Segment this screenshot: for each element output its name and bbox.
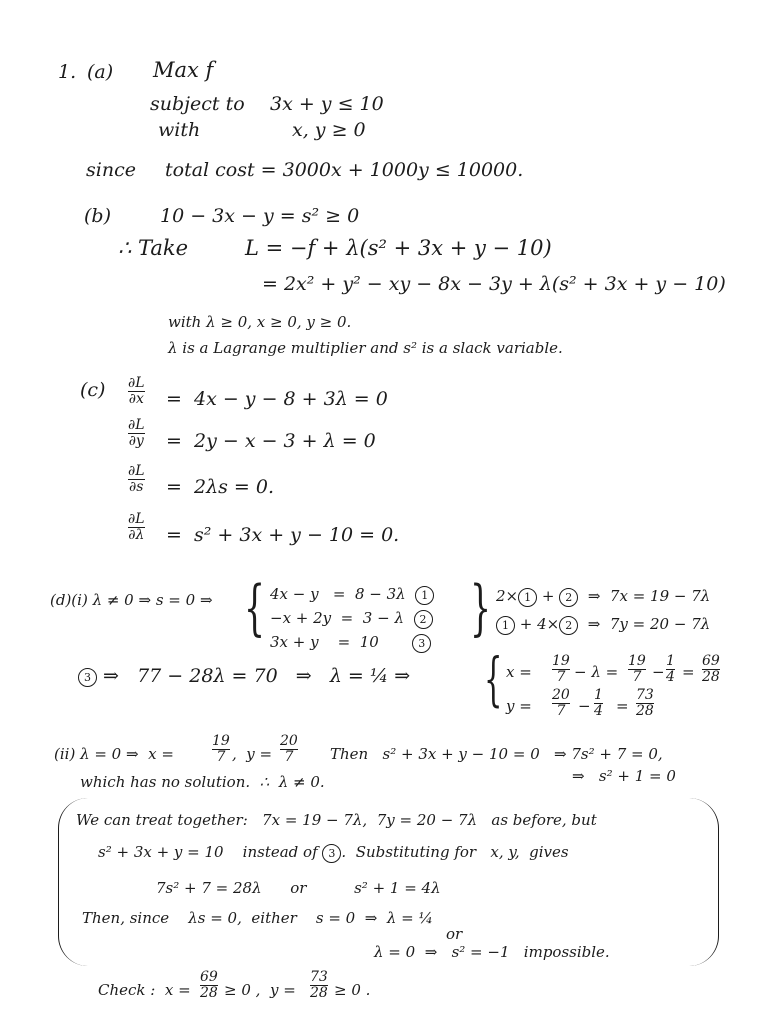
fraction-73-28b: 73 28 (310, 969, 328, 1001)
with-label: with (158, 119, 201, 141)
part-d-ii-label: (ii) λ = 0 ⇒ x = (54, 745, 174, 763)
partial-s (128, 464, 145, 495)
kkt-equation-lambda: = s² + 3x + y − 10 = 0. (166, 524, 400, 546)
solution-brace: { (484, 645, 503, 713)
partial-num: ∂L (128, 463, 145, 479)
y-equals: = (616, 697, 629, 715)
constraint: 3x + y ≤ 10 (270, 93, 384, 115)
circled-number: 3 (412, 634, 431, 653)
multiplier-conditions: with λ ≥ 0, x ≥ 0, y ≥ 0. (168, 313, 352, 331)
x-solution-mid: − λ = (574, 663, 619, 681)
x-minus: − (652, 663, 665, 681)
partial-den: ∂y (128, 433, 144, 449)
combination-2: 1 + 4× 2 ⇒ 7y = 20 − 7λ (496, 612, 710, 636)
left-brace: { (244, 573, 266, 643)
check-mid: ≥ 0 , y = (224, 981, 296, 999)
cost-reason: total cost = 3000x + 1000y ≤ 10000. (165, 159, 524, 181)
fraction-69-28: 69 28 (702, 653, 720, 685)
kkt-equation-y: = 2y − x − 3 + λ = 0 (166, 430, 376, 452)
fraction-69-28b: 69 28 (200, 969, 218, 1001)
circled-number: 2 (559, 616, 578, 635)
since-label: since (86, 159, 136, 181)
ii-then: Then s² + 3x + y − 10 = 0 ⇒ 7s² + 7 = 0, (330, 745, 663, 763)
circled-number: 1 (518, 588, 537, 607)
part-b-label: (b) (84, 205, 111, 227)
ii-conclusion: which has no solution. ∴ λ ≠ 0. (80, 773, 325, 791)
circled-number: 2 (559, 588, 578, 607)
fraction-73-28: 73 28 (636, 687, 654, 719)
lagrangian-definition: L = −f + λ(s² + 3x + y − 10) (245, 236, 552, 260)
take-label: ∴ Take (118, 236, 189, 260)
lagrangian-expanded: = 2x² + y² − xy − 8x − 3y + λ(s² + 3x + y − 10) (262, 273, 726, 295)
aside-line-3: 7s² + 7 = 28λ or s² + 1 = 4λ (156, 879, 441, 897)
circled-number: 2 (414, 610, 433, 629)
aside-right-paren (688, 798, 719, 966)
multiplier-note: λ is a Lagrange multiplier and s² is a slack variable. (168, 339, 563, 357)
check-end: ≥ 0 . (334, 981, 371, 999)
circled-number: 3 (322, 844, 341, 863)
partial-num: ∂L (128, 511, 145, 527)
fraction-1-4b: 1 4 (594, 687, 603, 719)
y-minus: − (578, 697, 591, 715)
aside-line-1: We can treat together: 7x = 19 − 7λ, 7y = 20 − 7λ as before, but (76, 811, 597, 829)
lambda-solution: 3 ⇒ 77 − 28λ = 70 ⇒ λ = ¼ ⇒ (78, 664, 410, 688)
fraction-19-7c: 19 7 (212, 733, 230, 765)
kkt-equation-x: = 4x − y − 8 + 3λ = 0 (166, 388, 388, 410)
ii-then-2: ⇒ s² + 1 = 0 (572, 767, 676, 785)
partial-den: ∂x (128, 391, 144, 407)
aside-line-5: λ = 0 ⇒ s² = −1 impossible. (374, 943, 610, 961)
partial-num: ∂L (128, 417, 145, 433)
aside-or: or (446, 925, 463, 943)
partial-num: ∂L (128, 375, 145, 391)
right-brace: } (470, 573, 492, 643)
system-eq-2: −x + 2y = 3 − λ 2 (270, 606, 433, 630)
combination-1: 2× 1 + 2 ⇒ 7x = 19 − 7λ (496, 587, 711, 605)
subject-label: subject to (150, 93, 245, 115)
partial-den: ∂s (129, 479, 144, 495)
aside-line-2: s² + 3x + y = 10 instead of 3 . Substituting for x, y, gives (98, 843, 569, 861)
partial-den: ∂λ (128, 527, 145, 543)
kkt-equation-s: = 2λs = 0. (166, 476, 275, 498)
part-a-title: Max f (153, 58, 214, 82)
y-solution-start: y = (506, 697, 532, 715)
circled-number: 1 (415, 586, 434, 605)
circled-number: 1 (496, 616, 515, 635)
question-number: 1. (58, 61, 77, 83)
fraction-1-4: 1 4 (666, 653, 675, 685)
partial-x (128, 376, 145, 407)
check-label: Check : x = (98, 981, 191, 999)
part-c-label: (c) (80, 379, 106, 401)
system-eq-3: 3x + y = 10 3 (270, 630, 431, 654)
slack-equation: 10 − 3x − y = s² ≥ 0 (160, 205, 360, 227)
system-eq-1: 4x − y = 8 − 3λ 1 (270, 582, 434, 606)
x-equals: = (682, 663, 695, 681)
part-a-label: (a) (87, 61, 114, 83)
fraction-20-7b: 20 7 (280, 733, 298, 765)
partial-lambda (128, 512, 145, 543)
circled-number: 3 (78, 668, 97, 687)
nonneg-condition: x, y ≥ 0 (292, 119, 366, 141)
aside-line-4: Then, since λs = 0, either s = 0 ⇒ λ = ¼ (82, 909, 434, 927)
fraction-20-7: 20 7 (552, 687, 570, 719)
partial-y (128, 418, 145, 449)
fraction-19-7b: 19 7 (628, 653, 646, 685)
x-solution-start: x = (506, 663, 532, 681)
ii-y-label: , y = (232, 745, 273, 763)
fraction-19-7: 19 7 (552, 653, 570, 685)
part-d-i-label: (d)(i) λ ≠ 0 ⇒ s = 0 ⇒ (50, 591, 213, 609)
